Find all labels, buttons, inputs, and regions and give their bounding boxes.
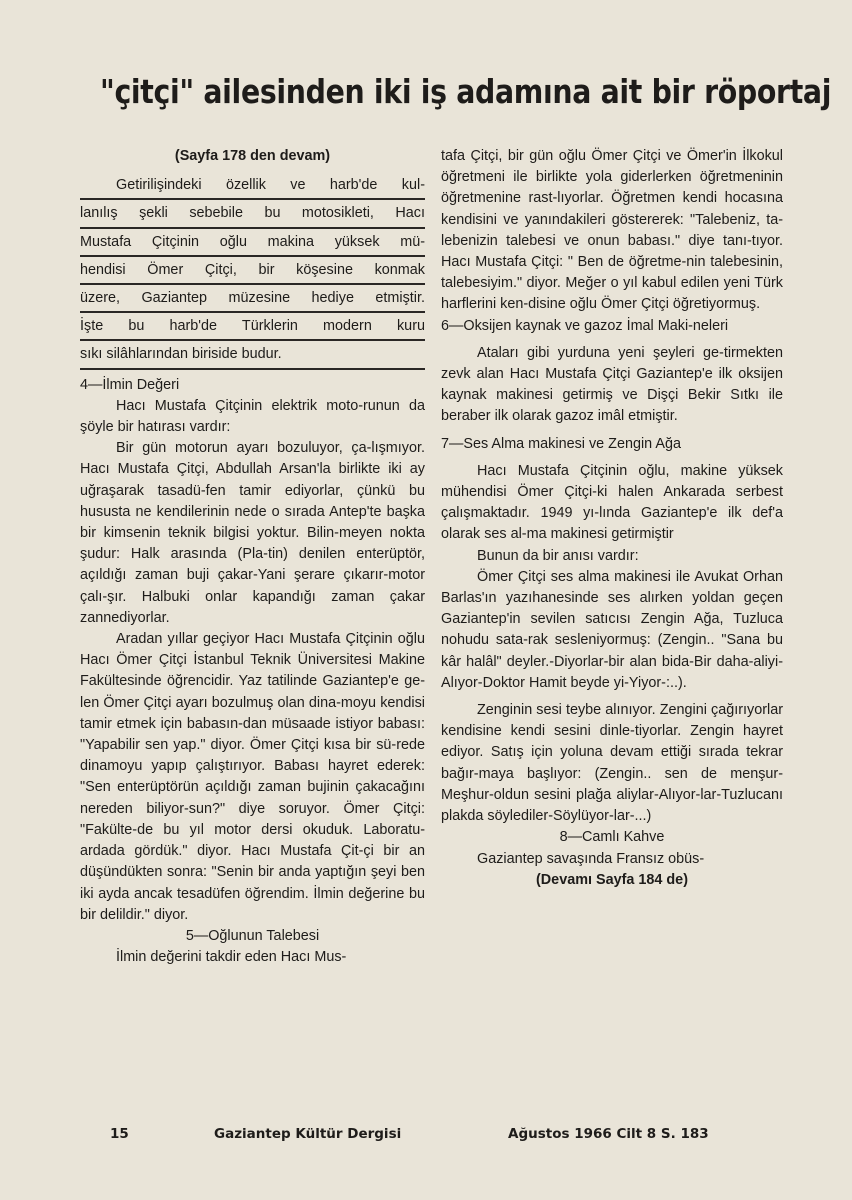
- ruled-line: İşte bu harb'de Türklerin modern kuru: [80, 316, 425, 342]
- ruled-line: Getirilişindeki özellik ve harb'de kul-: [80, 175, 425, 201]
- right-column: [441, 146, 783, 891]
- paragraph: Gaziantep savaşında Fransız obüs-: [477, 850, 705, 867]
- ruled-line: lanılış şekli sebebile bu motosikleti, Hacı: [80, 203, 425, 229]
- paragraph: Hacı Mustafa Çitçinin elektrik moto-runun da şöyle bir hatırası vardır:: [80, 397, 425, 436]
- paragraph: Ataları gibi yurduna yeni şeyleri ge-tirmekten zevk alan Hacı Mustafa Çitçi Gaziantep'e ilk oksijen kaynak makinesi getirmiş ve Dişçi Bekir Sıtkı ile beraber ilk olarak gazoz imâl etmiştir.: [441, 344, 783, 425]
- continued-from-note: (Sayfa 178 den devam): [174, 148, 331, 164]
- magazine-name: Gaziantep Kültür Dergisi: [214, 1126, 402, 1142]
- paragraph: Zenginin sesi teybe alınıyor. Zengini çağırıyorlar kendisine kendi sesini dinle-tiyorlar. Zengin hayret ediyor. Satış için yoluna devam ettiği sırada tekrar bağır-maya başlıyor: (Zengin.. sen de menşur-Meşhur-oldun sesini plağa aliylar-Alıyor-lar-Tuzlucanı plakda söylediler-Söylüyor-lar-...): [441, 702, 783, 825]
- paragraph: Ömer Çitçi ses alma makinesi ile Avukat Orhan Barlas'ın yazıhanesinde ses alırken yoldan geçen Gaziantep'in sevilen satıcısı Zengin Ağa, Tuzluca nohudu sata-rak sesleniyormuş: (Zengin.. "Sana bu kâr halâl" deyler.-Diyorlar-bir alan bida-Bir daha-aliyi-Alıyor-Doktor Hamit beyde yi-Yiyor-:..).: [441, 568, 783, 691]
- section-heading-6: 6—Oksijen kaynak ve gazoz İmal Maki-neleri: [441, 317, 729, 334]
- section-heading-8: 8—Camlı Kahve: [559, 829, 665, 846]
- left-column: [80, 146, 425, 968]
- issue-info: Ağustos 1966 Cilt 8 S. 183: [508, 1126, 709, 1142]
- paragraph: tafa Çitçi, bir gün oğlu Ömer Çitçi ve Ömer'in İlkokul öğretmeni ile birlikte yola giderlerken öğretmeninin öğretmenine rast-lıyorlar. Öğretmen kendi hocasına kendisini ve yanındakileri göstererek: "Talebeniz, ta-lebenizin talebesi ve onun babası." diye tanı-tıyor. Hacı Mustafa Çitçi: " Ben de öğretme-nin talebesinin, talebesiyim." diyor. Meğer o yıl kabul edilen yeni Türk harflerini ken-disine oğlu Ömer Çitçi öğretiyormuş.: [441, 148, 783, 313]
- paragraph: Hacı Mustafa Çitçinin oğlu, makine yüksek mühendisi Ömer Çitçi-ki halen Ankarada serbest çalışmaktadır. 1949 yı-lında Gaziantep'e ilk def'a olarak ses al-ma makinesi getirmiştir: [441, 462, 783, 543]
- paragraph: Bir gün motorun ayarı bozuluyor, ça-lışmıyor. Hacı Mustafa Çitçi, Abdullah Arsan'la birlikte iki ay uğraşarak tasadü-fen tamir ediyorlar, çünkü bu hususta ne kendilerinin nede o sırada Antep'te başka bir kimsenin teknik bilgisi yoktur. Bilin-meyen nokta şudur: Halk arasında (Pla-tin) denilen enterüptör, açıldığı zaman buji çakar-Yani şerare çıkarır-motor çalı-şır. Halbuki onlar kapandığı zaman çakar zannediyorlar.: [80, 440, 425, 626]
- paragraph: Bunun da bir anısı vardır:: [477, 547, 639, 564]
- article-title: "çitçi" ailesinden iki iş adamına ait bir röportaj: [100, 72, 832, 111]
- section-heading-7: 7—Ses Alma makinesi ve Zengin Ağa: [441, 435, 681, 452]
- ruled-line: sıkı silâhlarından biriside budur.: [80, 344, 425, 370]
- ruled-line: hendisi Ömer Çitçi, bir köşesine konmak: [80, 260, 425, 286]
- continues-on-note: (Devamı Sayfa 184 de): [536, 871, 688, 888]
- paragraph: Aradan yıllar geçiyor Hacı Mustafa Çitçinin oğlu Hacı Ömer Çitçi İstanbul Teknik Üniversitesi Makine Fakültesinde öğrencidir. Yaz tatilinde Gaziantep'e ge-len Ömer Çitçi ayarı bozulmuş olan dina-moyu kendisi tamir etmek için babasın-dan müsaade istiyor babası: "Yapabilir sen yap." diyor. Ömer Çitçi kısa bir sü-rede dinamoyu yapıp çalıştırıyor. Babası hayret ederek: "Sen enterüptörün açıldığı zaman bujinin çakacağını nereden biliyor-sun?" diye soruyor. Ömer Çitçi: "Fakülte-de bu yıl motor dersi okuduk. Laboratu-ardada gördük." diyor. Hacı Mustafa Çit-çi bir an düşündükten sonra: "Senin bir anda yaptığın şeyi ben iki ayda ancak tesadüfen öğrendim. İlmin değerine bu bir delildir." diyor.: [80, 631, 425, 923]
- ruled-line: üzere, Gaziantep müzesine hediye etmiştir.: [80, 288, 425, 314]
- section-heading-5: 5—Oğlunun Talebesi: [185, 927, 320, 944]
- ruled-line: Mustafa Çitçinin oğlu makina yüksek mü-: [80, 232, 425, 258]
- paragraph: İlmin değerini takdir eden Hacı Mus-: [116, 949, 347, 966]
- page-number: 15: [110, 1126, 129, 1142]
- section-heading-4: 4—İlmin Değeri: [80, 376, 180, 393]
